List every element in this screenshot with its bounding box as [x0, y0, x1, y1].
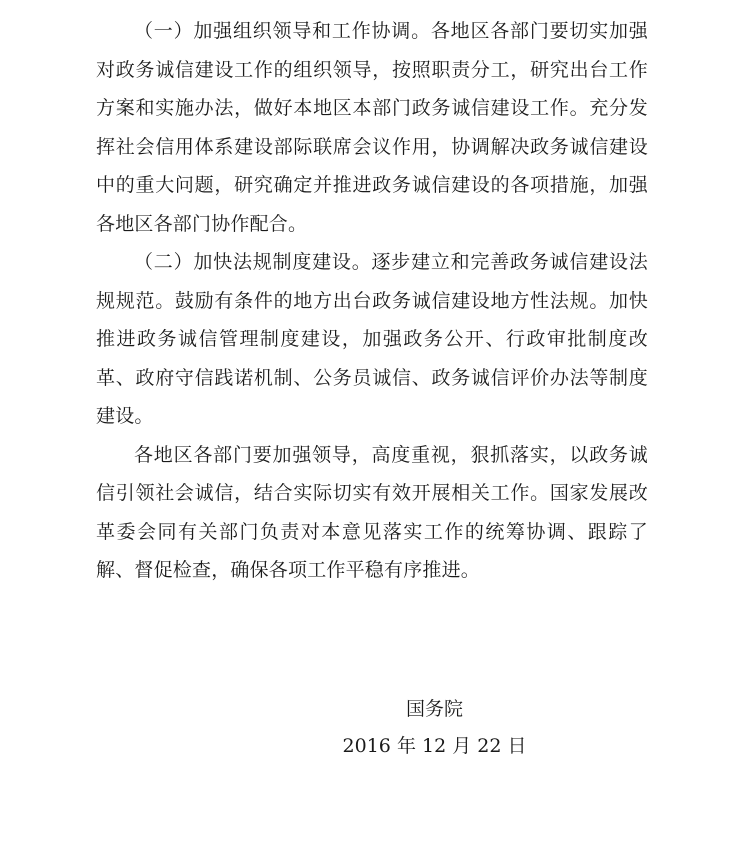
document-body: [96, 12, 648, 590]
signature-organization: 国务院: [405, 698, 463, 720]
paragraph-implementation: 各地区各部门要加强领导，高度重视，狠抓落实，以政务诚信引领社会诚信，结合实际切实有效开展相关工作。国家发展改革委会同有关部门负责对本意见落实工作的统筹协调、跟踪了解、督促检查，确保各项工作平稳有序推进。: [96, 443, 648, 581]
paragraph-organization-leadership: （一）加强组织领导和工作协调。各地区各部门要切实加强对政务诚信建设工作的组织领导，按照职责分工，研究出台工作方案和实施办法，做好本地区本部门政务诚信建设工作。充分发挥社会信用体系建设部际联席会议作用，协调解决政务诚信建设中的重大问题，研究确定并推进政务诚信建设的各项措施，加强各地区各部门协作配合。: [96, 20, 648, 235]
signature-date: 2016 年 12 月 22 日: [342, 735, 527, 757]
paragraph-legal-system: （二）加快法规制度建设。逐步建立和完善政务诚信建设法规规范。鼓励有条件的地方出台政务诚信建设地方性法规。加快推进政务诚信管理制度建设，加强政务公开、行政审批制度改革、政府守信践诺机制、公务员诚信、政务诚信评价办法等制度建设。: [96, 251, 648, 427]
